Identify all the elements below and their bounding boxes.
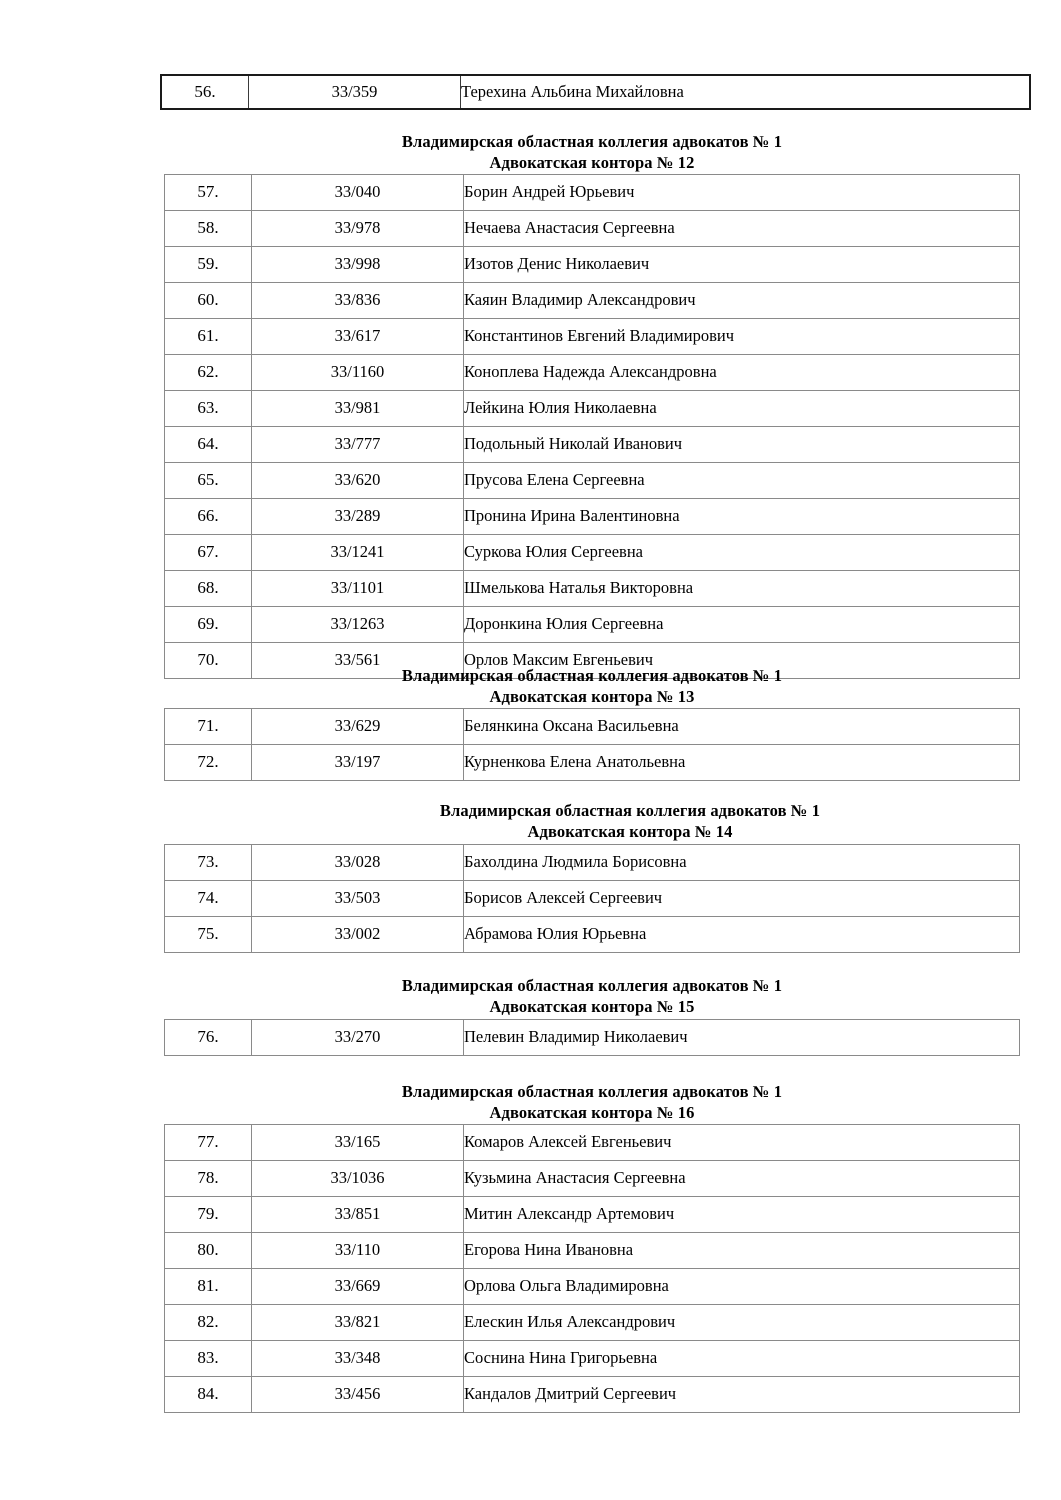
row-number-cell: 79.	[165, 1197, 252, 1233]
section-header-kontora-15	[164, 975, 1020, 1017]
full-name-cell: Елескин Илья Александрович	[464, 1305, 1020, 1341]
full-name-cell: Абрамова Юлия Юрьевна	[464, 917, 1020, 953]
table-row	[165, 1020, 1020, 1056]
full-name-cell: Кузьмина Анастасия Сергеевна	[464, 1161, 1020, 1197]
table-row	[165, 1377, 1020, 1413]
registry-code-cell: 33/1101	[252, 571, 464, 607]
row-number-cell: 71.	[165, 709, 252, 745]
registry-code-cell: 33/777	[252, 427, 464, 463]
registry-code-cell: 33/821	[252, 1305, 464, 1341]
row-number-cell: 66.	[165, 499, 252, 535]
table-row	[165, 881, 1020, 917]
table-row	[165, 1233, 1020, 1269]
registry-code-cell: 33/981	[252, 391, 464, 427]
full-name-cell: Курненкова Елена Анатольевна	[464, 745, 1020, 781]
row-number-cell: 69.	[165, 607, 252, 643]
full-name-cell: Подольный Николай Иванович	[464, 427, 1020, 463]
table-row	[165, 845, 1020, 881]
table-row	[165, 1341, 1020, 1377]
full-name-cell: Нечаева Анастасия Сергеевна	[464, 211, 1020, 247]
full-name-cell: Доронкина Юлия Сергеевна	[464, 607, 1020, 643]
full-name-cell: Пелевин Владимир Николаевич	[464, 1020, 1020, 1056]
full-name-cell: Прусова Елена Сергеевна	[464, 463, 1020, 499]
table-row	[165, 247, 1020, 283]
row-number-cell: 73.	[165, 845, 252, 881]
full-name-cell: Суркова Юлия Сергеевна	[464, 535, 1020, 571]
row-number-cell: 74.	[165, 881, 252, 917]
table-row	[165, 211, 1020, 247]
row-number-cell: 75.	[165, 917, 252, 953]
full-name-cell: Орлов Максим Евгеньевич	[464, 643, 1020, 679]
table-body	[165, 1020, 1020, 1056]
row-number-cell: 70.	[165, 643, 252, 679]
collegium-title-line: Владимирская областная коллегия адвокатов № 1	[401, 132, 783, 151]
row-number-cell: 57.	[165, 175, 252, 211]
row-number-cell: 78.	[165, 1161, 252, 1197]
registry-code-cell: 33/978	[252, 211, 464, 247]
registry-code-cell: 33/998	[252, 247, 464, 283]
registry-code-cell: 33/270	[252, 1020, 464, 1056]
row-number-cell: 64.	[165, 427, 252, 463]
full-name-cell: Шмелькова Наталья Викторовна	[464, 571, 1020, 607]
full-name-cell: Митин Александр Артемович	[464, 1197, 1020, 1233]
registry-code-cell: 33/040	[252, 175, 464, 211]
row-number-cell: 83.	[165, 1341, 252, 1377]
full-name-cell: Борин Андрей Юрьевич	[464, 175, 1020, 211]
full-name-cell: Кандалов Дмитрий Сергеевич	[464, 1377, 1020, 1413]
table-row	[165, 571, 1020, 607]
row-number-cell: 62.	[165, 355, 252, 391]
kontora-title-line: Адвокатская контора № 15	[489, 997, 695, 1016]
kontora-title-line: Адвокатская контора № 13	[489, 687, 695, 706]
continuation-table	[160, 74, 1031, 110]
table-row	[165, 427, 1020, 463]
table-kontora-15	[164, 1019, 1020, 1056]
row-number-cell: 58.	[165, 211, 252, 247]
registry-code-cell: 33/359	[249, 75, 461, 109]
table-row	[161, 75, 1030, 109]
registry-code-cell: 33/620	[252, 463, 464, 499]
registry-code-cell: 33/1241	[252, 535, 464, 571]
table-row	[165, 283, 1020, 319]
table-row	[165, 1125, 1020, 1161]
registry-code-cell: 33/028	[252, 845, 464, 881]
row-number-cell: 72.	[165, 745, 252, 781]
table-row	[165, 391, 1020, 427]
row-number-cell: 81.	[165, 1269, 252, 1305]
row-number-cell: 82.	[165, 1305, 252, 1341]
section-header-kontora-13	[164, 665, 1020, 707]
registry-code-cell: 33/836	[252, 283, 464, 319]
table-row	[165, 709, 1020, 745]
registry-code-cell: 33/669	[252, 1269, 464, 1305]
table-row	[165, 1197, 1020, 1233]
full-name-cell: Каяин Владимир Александрович	[464, 283, 1020, 319]
registry-code-cell: 33/1036	[252, 1161, 464, 1197]
section-header-kontora-14	[202, 800, 1058, 842]
full-name-cell: Лейкина Юлия Николаевна	[464, 391, 1020, 427]
kontora-title-line: Адвокатская контора № 16	[489, 1103, 695, 1122]
table-row	[165, 607, 1020, 643]
table-row	[165, 1269, 1020, 1305]
row-number-cell: 80.	[165, 1233, 252, 1269]
full-name-cell: Константинов Евгений Владимирович	[464, 319, 1020, 355]
table-row	[165, 463, 1020, 499]
table-row	[165, 499, 1020, 535]
section-header-kontora-12	[164, 131, 1020, 173]
registry-code-cell: 33/002	[252, 917, 464, 953]
collegium-title-line: Владимирская областная коллегия адвокатов № 1	[401, 666, 783, 685]
table-row	[165, 355, 1020, 391]
full-name-cell: Борисов Алексей Сергеевич	[464, 881, 1020, 917]
registry-code-cell: 33/617	[252, 319, 464, 355]
table-row	[165, 319, 1020, 355]
row-number-cell: 68.	[165, 571, 252, 607]
full-name-cell: Терехина Альбина Михайловна	[461, 75, 1031, 109]
full-name-cell: Коноплева Надежда Александровна	[464, 355, 1020, 391]
table-kontora-16	[164, 1124, 1020, 1413]
registry-code-cell: 33/110	[252, 1233, 464, 1269]
table-row	[165, 1305, 1020, 1341]
row-number-cell: 77.	[165, 1125, 252, 1161]
registry-code-cell: 33/851	[252, 1197, 464, 1233]
row-number-cell: 76.	[165, 1020, 252, 1056]
table-body	[161, 75, 1030, 109]
full-name-cell: Соснина Нина Григорьевна	[464, 1341, 1020, 1377]
table-kontora-13	[164, 708, 1020, 781]
collegium-title-line: Владимирская областная коллегия адвокатов № 1	[401, 1082, 783, 1101]
row-number-cell: 84.	[165, 1377, 252, 1413]
full-name-cell: Изотов Денис Николаевич	[464, 247, 1020, 283]
table-body	[165, 845, 1020, 953]
table-row	[165, 745, 1020, 781]
row-number-cell: 59.	[165, 247, 252, 283]
registry-code-cell: 33/289	[252, 499, 464, 535]
row-number-cell: 60.	[165, 283, 252, 319]
table-row	[165, 917, 1020, 953]
registry-code-cell: 33/1263	[252, 607, 464, 643]
table-kontora-12	[164, 174, 1020, 679]
kontora-title-line: Адвокатская контора № 12	[489, 153, 695, 172]
registry-code-cell: 33/165	[252, 1125, 464, 1161]
kontora-title-line: Адвокатская контора № 14	[527, 822, 733, 841]
table-row	[165, 175, 1020, 211]
row-number-cell: 67.	[165, 535, 252, 571]
full-name-cell: Орлова Ольга Владимировна	[464, 1269, 1020, 1305]
table-row	[165, 535, 1020, 571]
registry-code-cell: 33/503	[252, 881, 464, 917]
registry-code-cell: 33/197	[252, 745, 464, 781]
full-name-cell: Пронина Ирина Валентиновна	[464, 499, 1020, 535]
full-name-cell: Егорова Нина Ивановна	[464, 1233, 1020, 1269]
registry-code-cell: 33/1160	[252, 355, 464, 391]
table-body	[165, 175, 1020, 679]
table-row	[165, 1161, 1020, 1197]
row-number-cell: 65.	[165, 463, 252, 499]
registry-code-cell: 33/629	[252, 709, 464, 745]
table-body	[165, 709, 1020, 781]
section-header-kontora-16	[164, 1081, 1020, 1123]
full-name-cell: Белянкина Оксана Васильевна	[464, 709, 1020, 745]
collegium-title-line: Владимирская областная коллегия адвокатов № 1	[401, 976, 783, 995]
table-body	[165, 1125, 1020, 1413]
registry-code-cell: 33/348	[252, 1341, 464, 1377]
row-number-cell: 56.	[161, 75, 249, 109]
full-name-cell: Бахолдина Людмила Борисовна	[464, 845, 1020, 881]
table-kontora-14	[164, 844, 1020, 953]
full-name-cell: Комаров Алексей Евгеньевич	[464, 1125, 1020, 1161]
registry-code-cell: 33/561	[252, 643, 464, 679]
row-number-cell: 63.	[165, 391, 252, 427]
collegium-title-line: Владимирская областная коллегия адвокатов № 1	[439, 801, 821, 820]
registry-code-cell: 33/456	[252, 1377, 464, 1413]
row-number-cell: 61.	[165, 319, 252, 355]
